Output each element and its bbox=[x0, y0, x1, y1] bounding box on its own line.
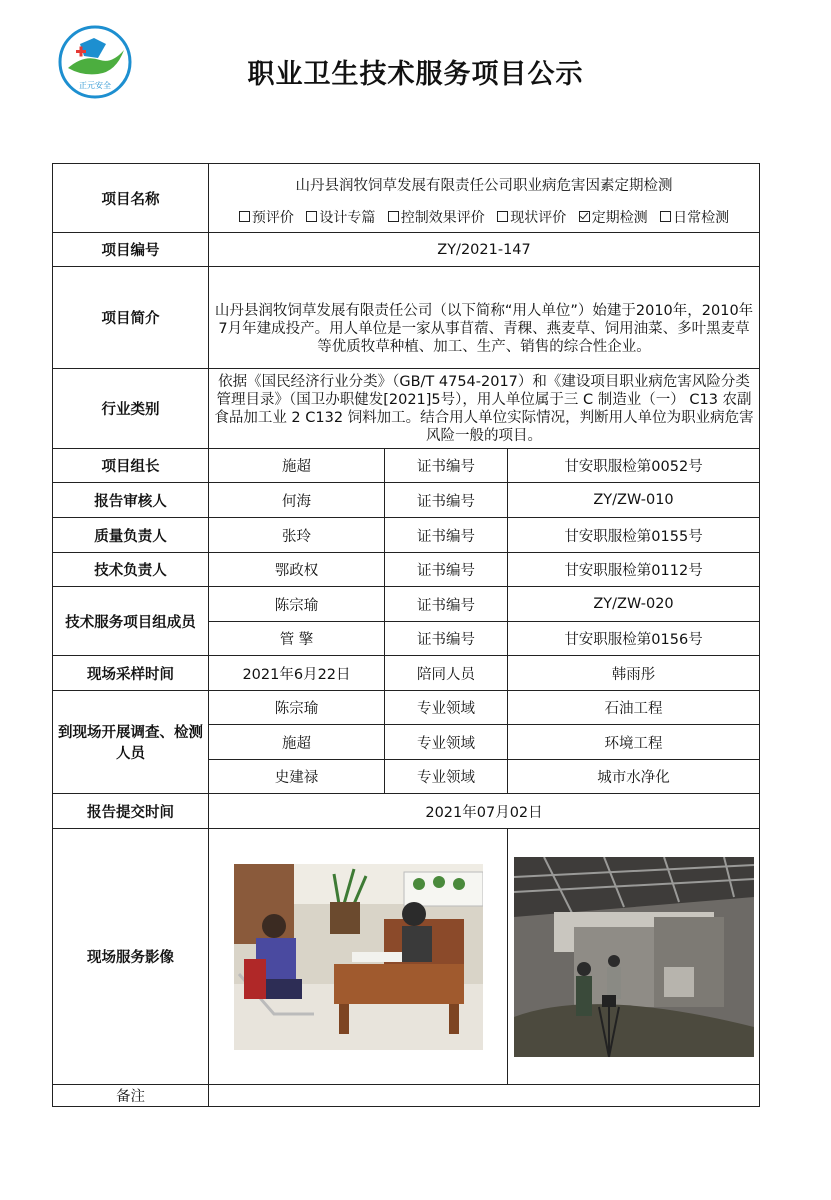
member-cert-label: 证书编号 bbox=[385, 587, 508, 622]
survey-field: 石油工程 bbox=[508, 691, 760, 725]
option-label: 控制效果评价 bbox=[400, 209, 485, 226]
row-leader bbox=[53, 449, 760, 483]
member-name: 陈宗瑜 bbox=[209, 587, 385, 622]
quality-cert: 甘安职服检第0155号 bbox=[508, 518, 760, 553]
members-label: 技术服务项目组成员 bbox=[53, 587, 209, 656]
checkbox-daily-test[interactable] bbox=[660, 211, 671, 222]
reviewer-name: 何海 bbox=[209, 483, 385, 518]
survey-field-label: 专业领域 bbox=[385, 760, 508, 794]
member-cert: ZY/ZW-020 bbox=[508, 587, 760, 622]
survey-field: 城市水净化 bbox=[508, 760, 760, 794]
reviewer-cert: ZY/ZW-010 bbox=[508, 483, 760, 518]
option-control-effect[interactable] bbox=[388, 210, 485, 226]
row-quality bbox=[53, 518, 760, 553]
option-daily-test[interactable] bbox=[660, 210, 729, 226]
leader-label: 项目组长 bbox=[53, 449, 209, 483]
option-label: 预评价 bbox=[251, 209, 294, 226]
checkbox-status-evaluation[interactable] bbox=[497, 211, 508, 222]
tech-name: 鄂政权 bbox=[209, 553, 385, 587]
photo-cell-office bbox=[209, 829, 508, 1085]
row-survey-person bbox=[53, 691, 760, 725]
member-cert-label: 证书编号 bbox=[385, 622, 508, 656]
checkbox-control-effect[interactable] bbox=[388, 211, 399, 222]
row-tech bbox=[53, 553, 760, 587]
leader-cert: 甘安职服检第0052号 bbox=[508, 449, 760, 483]
member-name: 管 擎 bbox=[209, 622, 385, 656]
row-photos bbox=[53, 829, 760, 1085]
project-number-value: ZY/2021-147 bbox=[209, 233, 760, 267]
tech-label: 技术负责人 bbox=[53, 553, 209, 587]
quality-name: 张玲 bbox=[209, 518, 385, 553]
survey-label: 到现场开展调查、检测人员 bbox=[53, 691, 209, 794]
photos-label: 现场服务影像 bbox=[53, 829, 209, 1085]
remark-label: 备注 bbox=[53, 1085, 209, 1107]
row-project-number bbox=[53, 233, 760, 267]
quality-cert-label: 证书编号 bbox=[385, 518, 508, 553]
option-label: 现状评价 bbox=[510, 209, 567, 226]
leader-name: 施超 bbox=[209, 449, 385, 483]
row-project-intro bbox=[53, 267, 760, 369]
report-submit-label: 报告提交时间 bbox=[53, 794, 209, 829]
option-pre-evaluation[interactable] bbox=[239, 210, 294, 226]
survey-person-name: 施超 bbox=[209, 725, 385, 760]
industry-value: 依据《国民经济行业分类》（GB/T 4754-2017）和《建设项目职业病危害风险分类管理目录》（国卫办职健发[2021]5号），用人单位属于三 C 制造业（一） C13 农副食品加工业 2 C132 饲料加工。结合用人单位实际情况，判断用人单位为职业病危害风险一般的项目。 bbox=[209, 369, 760, 449]
survey-field: 环境工程 bbox=[508, 725, 760, 760]
project-number-label: 项目编号 bbox=[53, 233, 209, 267]
option-design[interactable] bbox=[306, 210, 375, 226]
companion-label: 陪同人员 bbox=[385, 656, 508, 691]
row-member bbox=[53, 587, 760, 622]
workshop-photo bbox=[514, 857, 754, 1057]
project-name-cell bbox=[209, 164, 760, 233]
option-label: 日常检测 bbox=[673, 209, 730, 226]
sampling-time-value: 2021年6月22日 bbox=[209, 656, 385, 691]
project-type-options bbox=[213, 207, 755, 227]
option-periodic-test[interactable] bbox=[579, 210, 648, 226]
checkbox-periodic-test[interactable] bbox=[579, 211, 590, 222]
office-photo bbox=[234, 864, 483, 1050]
quality-label: 质量负责人 bbox=[53, 518, 209, 553]
page-title: 职业卫生技术服务项目公示 bbox=[247, 59, 584, 90]
survey-field-label: 专业领域 bbox=[385, 691, 508, 725]
row-reviewer bbox=[53, 483, 760, 518]
survey-person-name: 史建禄 bbox=[209, 760, 385, 794]
row-sampling bbox=[53, 656, 760, 691]
reviewer-label: 报告审核人 bbox=[53, 483, 209, 518]
project-name-value: 山丹县润牧饲草发展有限责任公司职业病危害因素定期检测 bbox=[295, 177, 673, 194]
remark-value bbox=[209, 1085, 760, 1107]
tech-cert-label: 证书编号 bbox=[385, 553, 508, 587]
row-industry bbox=[53, 369, 760, 449]
row-remark bbox=[53, 1085, 760, 1107]
tech-cert: 甘安职服检第0112号 bbox=[508, 553, 760, 587]
member-cert: 甘安职服检第0156号 bbox=[508, 622, 760, 656]
option-status-evaluation[interactable] bbox=[497, 210, 566, 226]
project-info-table bbox=[52, 163, 760, 1107]
row-report-submit bbox=[53, 794, 760, 829]
option-label: 设计专篇 bbox=[319, 209, 376, 226]
industry-label: 行业类别 bbox=[53, 369, 209, 449]
checkbox-design[interactable] bbox=[306, 211, 317, 222]
sampling-time-label: 现场采样时间 bbox=[53, 656, 209, 691]
row-project-name bbox=[53, 164, 760, 233]
photo-cell-workshop bbox=[508, 829, 760, 1085]
project-intro-value: 山丹县润牧饲草发展有限责任公司（以下简称“用人单位”）始建于2010年，2010年7月年建成投产。用人单位是一家从事苜蓿、青稞、燕麦草、饲用油菜、多叶黑麦草等优质牧草种植、加工、生产、销售的综合性企业。 bbox=[209, 267, 760, 369]
option-label: 定期检测 bbox=[591, 209, 648, 226]
survey-field-label: 专业领域 bbox=[385, 725, 508, 760]
companion-value: 韩雨彤 bbox=[508, 656, 760, 691]
project-intro-label: 项目简介 bbox=[53, 267, 209, 369]
logo-text: 正元安全 bbox=[79, 81, 111, 90]
survey-person-name: 陈宗瑜 bbox=[209, 691, 385, 725]
report-submit-value: 2021年07月02日 bbox=[209, 794, 760, 829]
project-name-label: 项目名称 bbox=[53, 164, 209, 233]
leader-cert-label: 证书编号 bbox=[385, 449, 508, 483]
reviewer-cert-label: 证书编号 bbox=[385, 483, 508, 518]
checkbox-pre-evaluation[interactable] bbox=[239, 211, 250, 222]
